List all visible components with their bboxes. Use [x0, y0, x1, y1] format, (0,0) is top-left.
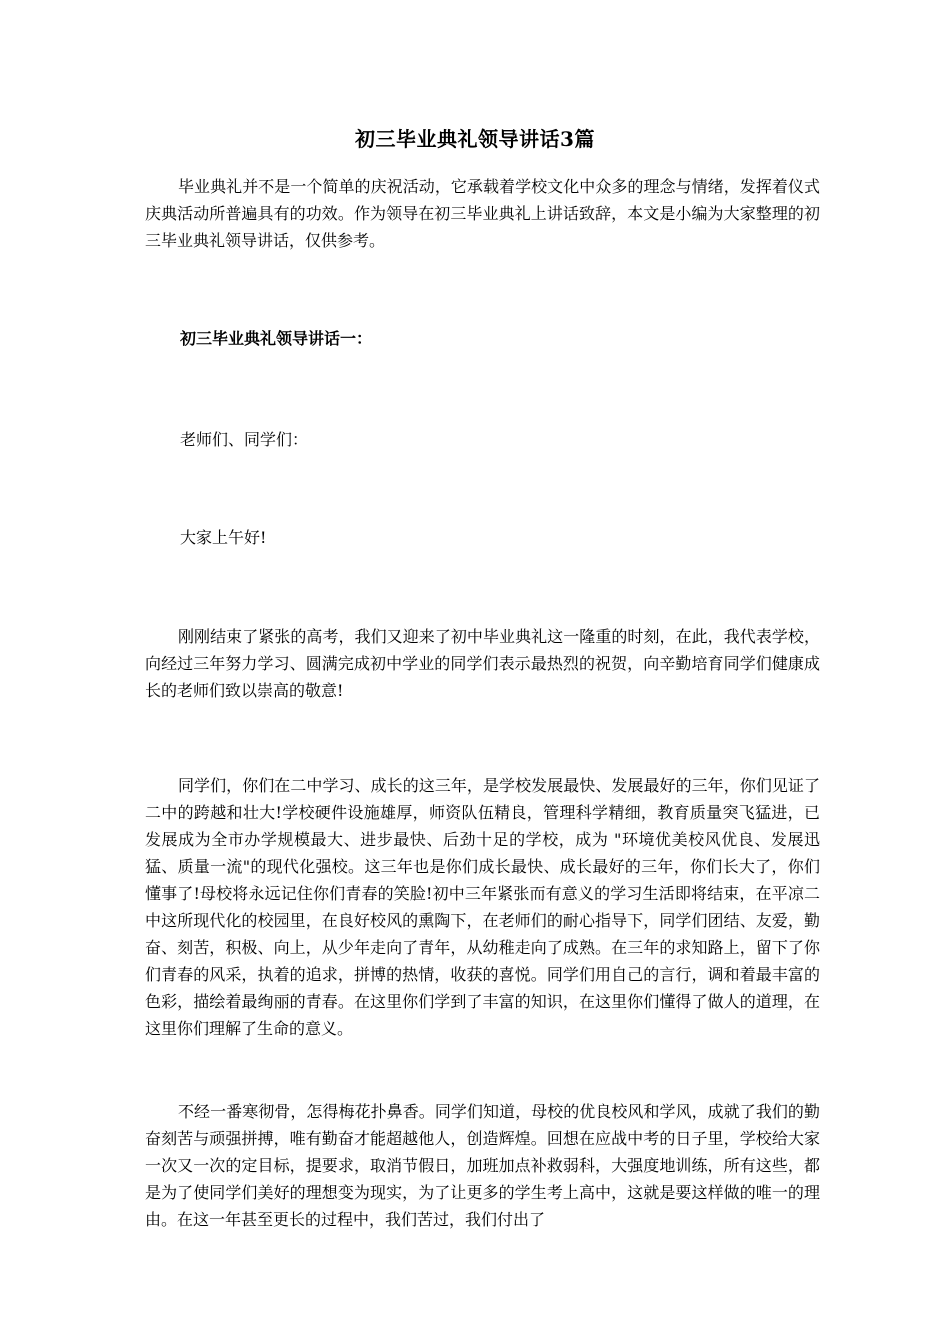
intro-paragraph: 毕业典礼并不是一个简单的庆祝活动，它承载着学校文化中众多的理念与情绪，发挥着仪式庆典活动所普遍具有的功效。作为领导在初三毕业典礼上讲话致辞，本文是小编为大家整理的初三毕业典礼领导讲话，仅供参考。: [145, 177, 820, 250]
body-paragraph-1: 刚刚结束了紧张的高考，我们又迎来了初中毕业典礼这一隆重的时刻，在此，我代表学校，向经过三年努力学习、圆满完成初中学业的同学们表示最热烈的祝贺，向辛勤培育同学们健康成长的老师们致以崇高的敬意!: [145, 627, 820, 700]
greeting: 大家上午好!: [180, 528, 267, 547]
salutation: 老师们、同学们：: [180, 430, 309, 449]
document-title: 初三毕业典礼领导讲话3篇: [355, 127, 595, 151]
body-paragraph-2: 同学们，你们在二中学习、成长的这三年，是学校发展最快、发展最好的三年，你们见证了二中的跨越和壮大!学校硬件设施雄厚，师资队伍精良，管理科学精细，教育质量突飞猛进，已发展成为全市办学规模最大、进步最快、后劲十足的学校，成为 "环境优美校风优良、发展迅猛、质量一流"的现代化强校。这三年也是你们成长最快、成长最好的三年，你们长大了，你们懂事了!母校将永远记住你们青春的笑脸!初中三年紧张而有意义的学习生活即将结束，在平凉二中这所现代化的校园里，在良好校风的熏陶下，在老师们的耐心指导下，同学们团结、友爱，勤奋、刻苦，积极、向上，从少年走向了青年，从幼稚走向了成熟。在三年的求知路上，留下了你们青春的风采，执着的追求，拼博的热情，收获的喜悦。同学们用自己的言行，调和着最丰富的色彩，描绘着最绚丽的青春。在这里你们学到了丰富的知识，在这里你们懂得了做人的道理，在这里你们理解了生命的意义。: [145, 776, 820, 1038]
body-paragraph-3: 不经一番寒彻骨，怎得梅花扑鼻香。同学们知道，母校的优良校风和学风，成就了我们的勤奋刻苦与顽强拼搏，唯有勤奋才能超越他人，创造辉煌。回想在应战中考的日子里，学校给大家一次又一次的定目标，提要求，取消节假日，加班加点补救弱科，大强度地训练，所有这些，都是为了使同学们美好的理想变为现实，为了让更多的学生考上高中，这就是要这样做的唯一的理由。在这一年甚至更长的过程中，我们苦过，我们付出了: [145, 1102, 820, 1229]
section-heading: 初三毕业典礼领导讲话一：: [180, 329, 373, 348]
